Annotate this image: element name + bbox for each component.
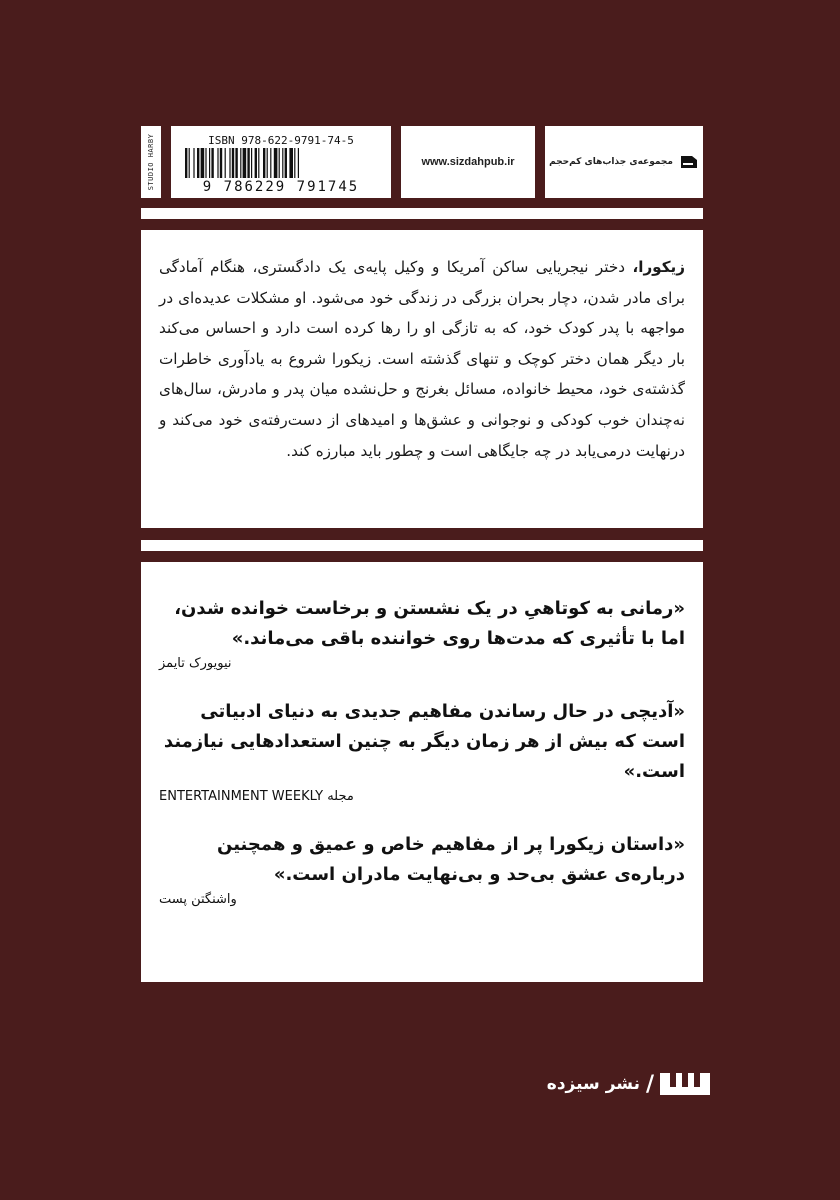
barcode-bar bbox=[243, 148, 247, 178]
quote-item bbox=[159, 697, 685, 804]
divider-strip-middle bbox=[141, 540, 703, 551]
quotes-panel bbox=[141, 562, 703, 982]
quote-source: مجله ENTERTAINMENT WEEKLY bbox=[159, 789, 354, 804]
barcode-bar bbox=[285, 148, 287, 178]
quote-item bbox=[159, 594, 685, 671]
barcode-bar bbox=[251, 148, 252, 178]
divider-strip-top bbox=[141, 208, 703, 219]
barcode-bar bbox=[229, 148, 230, 178]
barcode-bar bbox=[263, 148, 265, 178]
barcode-bar bbox=[274, 148, 278, 178]
synopsis-lead: زیکورا، bbox=[632, 258, 685, 276]
sizdah-logo-icon bbox=[660, 1069, 710, 1099]
barcode-bar bbox=[189, 148, 190, 178]
barcode-bar bbox=[258, 148, 259, 178]
publisher-name: نشر سیزده bbox=[546, 1074, 640, 1094]
website-box bbox=[401, 126, 535, 198]
quote-source: نیویورک تایمز bbox=[159, 656, 232, 671]
barcode-bar bbox=[211, 148, 213, 178]
barcode-bar bbox=[225, 148, 226, 178]
barcode-bar bbox=[294, 148, 295, 178]
barcode-bar bbox=[197, 148, 199, 178]
quote-text: «آدیچی در حال رساندن مفاهیم جدیدی به دنیای ادبیاتی است که بیش از هر زمان دیگر به چنین استعدادهایی نیازمند است.» bbox=[163, 701, 685, 782]
quote-text: «رمانی به کوتاهیِ در یک نشستن و برخاست خوانده شدن، اما با تأثیری که مدت‌ها روی خواننده باقی می‌ماند.» bbox=[174, 598, 685, 649]
barcode-icon bbox=[185, 148, 377, 178]
studio-label: STUDIO HARBY bbox=[147, 133, 155, 191]
series-box bbox=[545, 126, 703, 198]
barcode-bar bbox=[255, 148, 257, 178]
barcode-bar bbox=[235, 148, 237, 178]
quote-source: واشنگتن پست bbox=[159, 892, 237, 907]
synopsis-paragraph bbox=[159, 252, 685, 466]
book-icon bbox=[679, 154, 699, 170]
barcode-bar bbox=[209, 148, 210, 178]
studio-credit bbox=[141, 126, 161, 198]
barcode-bar bbox=[217, 148, 218, 178]
barcode-bar bbox=[298, 148, 299, 178]
barcode-bar bbox=[220, 148, 222, 178]
barcode-bar bbox=[247, 148, 249, 178]
barcode-bar bbox=[267, 148, 268, 178]
quote-text: «داستان زیکورا پر از مفاهیم خاص و عمیق و همچنین درباره‌ی عشق بی‌حد و بی‌نهایت مادران است.» bbox=[217, 834, 685, 885]
publisher-logo bbox=[540, 1066, 710, 1102]
barcode-bar bbox=[279, 148, 280, 178]
barcode-bar bbox=[201, 148, 205, 178]
barcode-bar bbox=[205, 148, 206, 178]
isbn-barcode-box bbox=[171, 126, 391, 198]
website-link[interactable]: www.sizdahpub.ir bbox=[421, 156, 515, 168]
synopsis-text: دختر نیجریایی ساکن آمریکا و وکیل پایه‌ی یک دادگستری، هنگام آمادگی برای مادر شدن، دچار بحران بزرگی در زندگی خود می‌شود. او مشکلات عدیده‌ای در مواجهه با پدر کودک خود، که به تازگی او را رها کرده است دارد و احساس می‌کند بار دیگر همان دختر کوچک و تنهای گذشته است. زیکورا شروع به یادآوری خاطرات گذشته‌ی خود، محیط خانواده، مسائل بغرنج و حل‌نشده میان پدر و مادرش، سال‌های نه‌چندان خوب کودکی و نوجوانی و عشق‌ها و امیدهای از دست‌رفته‌ی خود می‌کند و درنهایت درمی‌یابد در چه جایگاهی است و چطور باید مبارزه کند. bbox=[159, 258, 685, 460]
isbn-text: ISBN 978-622-9791-74-5 bbox=[208, 134, 354, 147]
isbn-digits: 9 786229 791745 bbox=[202, 179, 360, 195]
synopsis-panel bbox=[141, 230, 703, 528]
barcode-bar bbox=[270, 148, 271, 178]
barcode-bar bbox=[282, 148, 283, 178]
barcode-bar bbox=[232, 148, 234, 178]
barcode-bar bbox=[185, 148, 187, 178]
quote-item bbox=[159, 830, 685, 907]
barcode-bar bbox=[193, 148, 194, 178]
logo-slash-icon: / bbox=[645, 1071, 654, 1097]
series-label: مجموعه‌ی جذاب‌های کم‌حجم bbox=[549, 157, 673, 167]
barcode-bar bbox=[289, 148, 293, 178]
barcode-bar bbox=[240, 148, 241, 178]
